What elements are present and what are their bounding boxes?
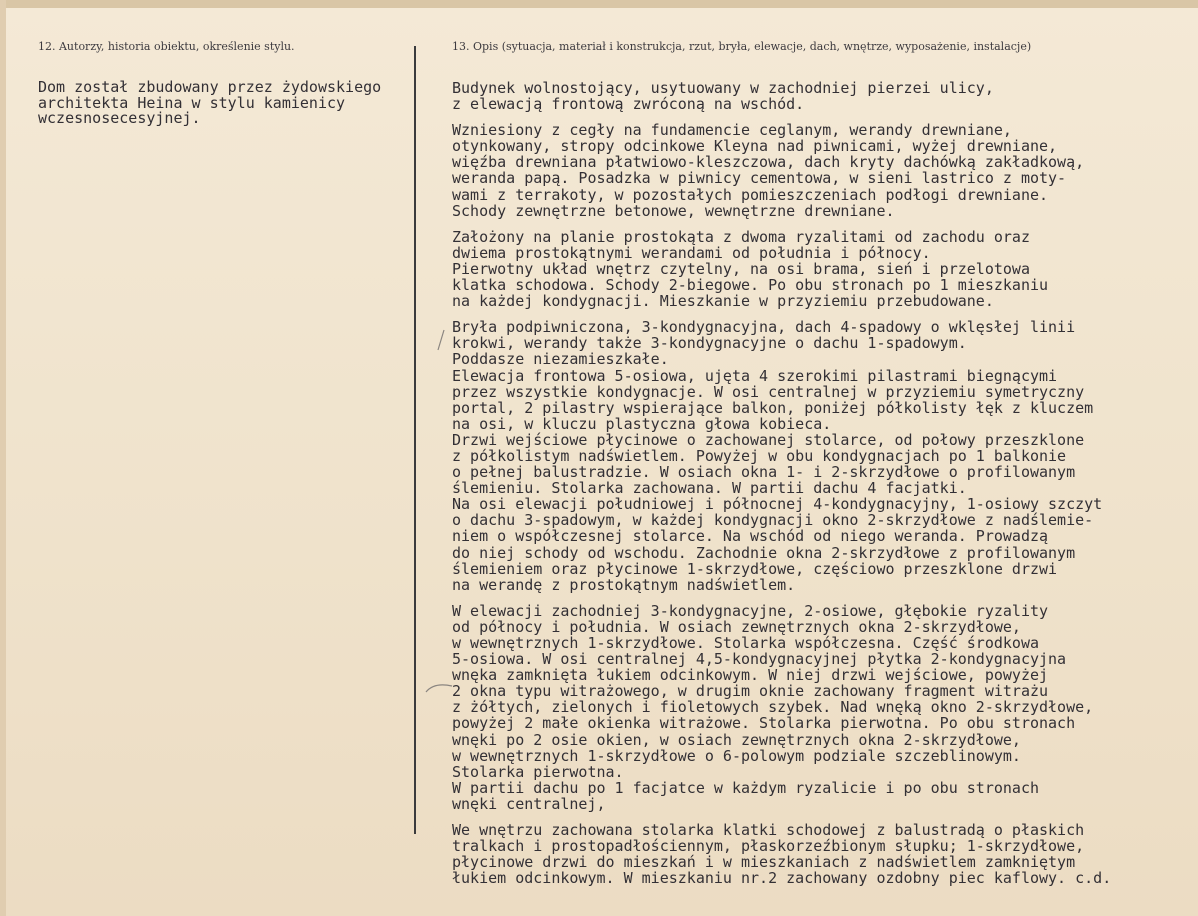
description-paragraph: Budynek wolnostojący, usytuowany w zachodniej pierzei ulicy, z elewacją frontową zwróconą na wschód.	[452, 79, 994, 114]
column-divider	[414, 46, 416, 834]
section-12-header: 12. Autorzy, historia obiektu, określenie stylu.	[38, 40, 295, 53]
description-paragraph: Wzniesiony z cegły na fundamencie ceglanym, werandy drewniane, otynkowany, stropy odcinkowe Kleyna nad piwnicami, wyżej drewniane, więźba drewniana płatwiowo-kleszczowa, dach kryty dachówką zakładkową, weranda papą. Posadzka w piwnicy cementowa, w sieni lastrico z moty- wami z terrakoty, w pozostałych pomieszczeniach podłogi drewniane. Schody zewnętrzne betonowe, wewnętrzne drewniane.	[452, 121, 1085, 220]
description-paragraph: Bryła podpiwniczona, 3-kondygnacyjna, dach 4-spadowy o wklęsłej linii krokwi, werandy także 3-kondygnacyjne o dachu 1-spadowym. Poddasze niezamieszkałe. Elewacja frontowa 5-osiowa, ujęta 4 szerokimi pilastrami biegnącymi przez wszystkie kondygnacje. W osi centralnej w przyziemiu symetryczny portal, 2 pilastry wspierające balkon, poniżej półkolisty łęk z kluczem na osi, w kluczu plastyczna głowa kobieca. Drzwi wejściowe płycinowe o zachowanej stolarce, od połowy przeszklone z półkolistym nadświetlem. Powyżej w obu kondygnacjach po 1 balkonie o pełnej balustradzie. W osiach okna 1- i 2-skrzydłowe o profilowanym ślemieniu. Stolarka zachowana. W partii dachu 4 facjatki. Na osi elewacji południowej i północnej 4-kondygnacyjny, 1-osiowy szczyt o dachu 3-spadowym, w każdej kondygnacji okno 2-skrzydłowe z nadślemie- niem o współczesnej stolarce. Na wschód od niego weranda. Prowadzą do niej schody od wschodu. Zachodnie okna 2-skrzydłowe z profilowanym ślemieniem oraz płycinowe 1-skrzydłowe, częściowo przeszklone drzwi na werandę z prostokątnym nadświetlem.	[452, 318, 1103, 594]
section-13-header: 13. Opis (sytuacja, materiał i konstrukcja, rzut, bryła, elewacje, dach, wnętrze, wyposażenie, instalacje)	[452, 40, 1032, 53]
description-paragraph: W elewacji zachodniej 3-kondygnacyjne, 2-osiowe, głębokie ryzality od północy i południa. W osiach zewnętrznych okna 2-skrzydłowe, w wewnętrznych 1-skrzydłowe. Stolarka współczesna. Część środkowa 5-osiowa. W osi centralnej 4,5-kondygnacyjnej płytka 2-kondygnacyjna wnęka zamknięta łukiem odcinkowym. W niej drzwi wejściowe, powyżej 2 okna typu witrażowego, w drugim oknie zachowany fragment witrażu z żółtych, zielonych i fioletowych szybek. Nad wnęką okno 2-skrzydłowe, powyżej 2 małe okienka witrażowe. Stolarka pierwotna. Po obu stronach wnęki po 2 osie okien, w osiach zewnętrznych okna 2-skrzydłowe, w wewnętrznych 1-skrzydłowe o 6-polowym podziale szczeblinowym. Stolarka pierwotna. W partii dachu po 1 facjatce w każdym ryzalicie i po obu stronach wnęki centralnej,	[452, 601, 1094, 813]
pencil-curve-mark-icon	[424, 680, 454, 696]
description-paragraph: Założony na planie prostokąta z dwoma ryzalitami od zachodu oraz dwiema prostokątnymi werandami od południa i północy. Pierwotny układ wnętrz czytelny, na osi brama, sień i przelotowa klatka schodowa. Schody 2-biegowe. Po obu stronach po 1 mieszkaniu na każdej kondygnacji. Mieszkanie w przyziemiu przebudowane.	[452, 227, 1049, 311]
description-column	[452, 80, 1192, 886]
pencil-mark-icon	[434, 328, 448, 352]
description-paragraph: We wnętrzu zachowana stolarka klatki schodowej z balustradą o płaskich tralkach i prostopadłościennym, płaskorzeźbionym słupku; 1-skrzydłowe, płycinowe drzwi do mieszkań i w mieszkaniach z nadświetlem zamkniętym łukiem odcinkowym. W mieszkaniu nr.2 zachowany ozdobny piec kaflowy. c.d.	[452, 821, 1112, 888]
authors-history-text: Dom został zbudowany przez żydowskiego architekta Heina w stylu kamienicy wczesnosecesyjnej.	[38, 78, 382, 128]
paper-left-edge	[0, 0, 6, 916]
paper-top-edge	[0, 0, 1198, 8]
